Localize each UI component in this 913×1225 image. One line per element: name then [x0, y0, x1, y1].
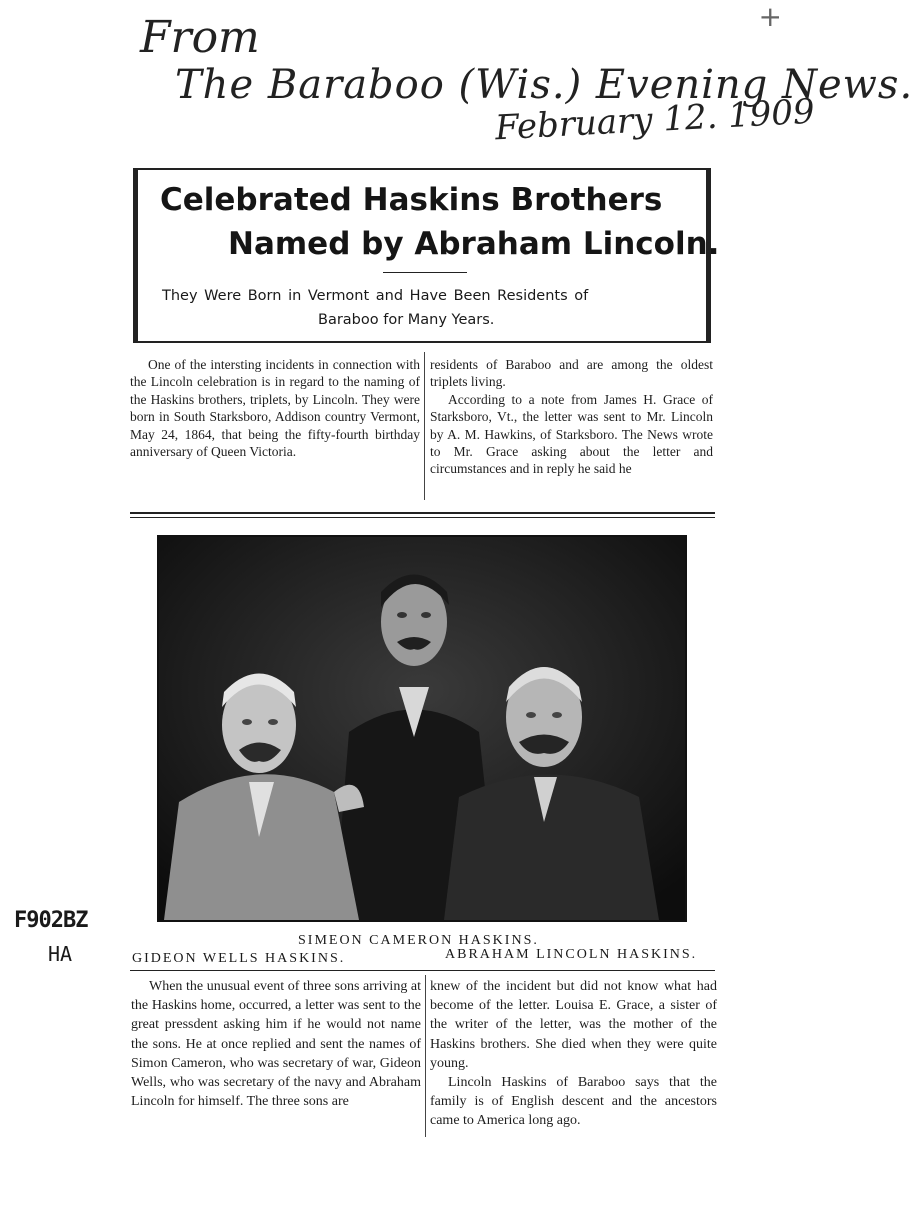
section-rule: [130, 517, 715, 518]
headline-line-2: Named by Abraham Lincoln.: [228, 226, 720, 262]
handwritten-source: The Baraboo (Wis.) Evening News.: [175, 62, 913, 108]
article-column-1: [130, 356, 420, 460]
handwritten-from: From: [140, 12, 260, 63]
article-paragraph: residents of Baraboo and are among the oldest triplets living.: [430, 357, 713, 390]
article-paragraph: When the unusual event of three sons arriving at the Haskins home, occurred, a letter was sent to the great pressdent asking him if he would not name the sons. He at once replied and sent the names of Simon Cameron, who was secretary of war, Gideon Wells, who was secretary of the navy and Abraham Lincoln for himself. The three sons are: [131, 979, 421, 1110]
article-column-3: [131, 977, 421, 1111]
column-divider: [424, 352, 425, 500]
caption-center-name: SIMEON CAMERON HASKINS.: [298, 933, 539, 948]
section-rule: [130, 970, 715, 971]
corner-mark: +: [758, 0, 782, 33]
subhead-line-2: Baraboo for Many Years.: [318, 312, 495, 328]
handwritten-date: February 12. 1909: [494, 91, 816, 149]
article-paragraph: According to a note from James H. Grace of Starksboro, Vt., the letter was sent to Mr. Lincoln by A. M. Hawkins, of Starksboro. The News wrote to Mr. Grace asking about the letter and circumstances and in reply he said he: [430, 391, 713, 477]
article-column-4: [430, 977, 717, 1131]
headline-line-1: Celebrated Haskins Brothers: [160, 182, 663, 218]
article-paragraph: Lincoln Haskins of Baraboo says that the family is of English descent and the ancestors came to America long ago.: [430, 1075, 717, 1129]
archive-code: F902BZ: [14, 908, 88, 933]
article-column-2: [430, 356, 713, 478]
headline-divider: [383, 272, 467, 273]
caption-left-name: GIDEON WELLS HASKINS.: [132, 951, 346, 966]
caption-right-name: ABRAHAM LINCOLN HASKINS.: [445, 947, 698, 962]
section-rule: [130, 512, 715, 514]
article-paragraph: knew of the incident but did not know what had become of the letter. Louisa E. Grace, a sister of the writer of the letter, was the mother of the Haskins brothers. She died when they were quite young.: [430, 979, 717, 1071]
haskins-brothers-photo: [157, 535, 687, 922]
archive-initials: HA: [48, 942, 73, 966]
subhead-line-1: They Were Born in Vermont and Have Been Residents of: [162, 288, 589, 304]
article-paragraph: One of the intersting incidents in connection with the Lincoln celebration is in regard to the naming of the Haskins brothers, triplets, by Lincoln. They were born in South Starksboro, Addison country Vermont, May 24, 1864, that being the fifty-fourth birthday anniversary of Queen Victoria.: [130, 357, 420, 460]
column-divider: [425, 975, 426, 1137]
